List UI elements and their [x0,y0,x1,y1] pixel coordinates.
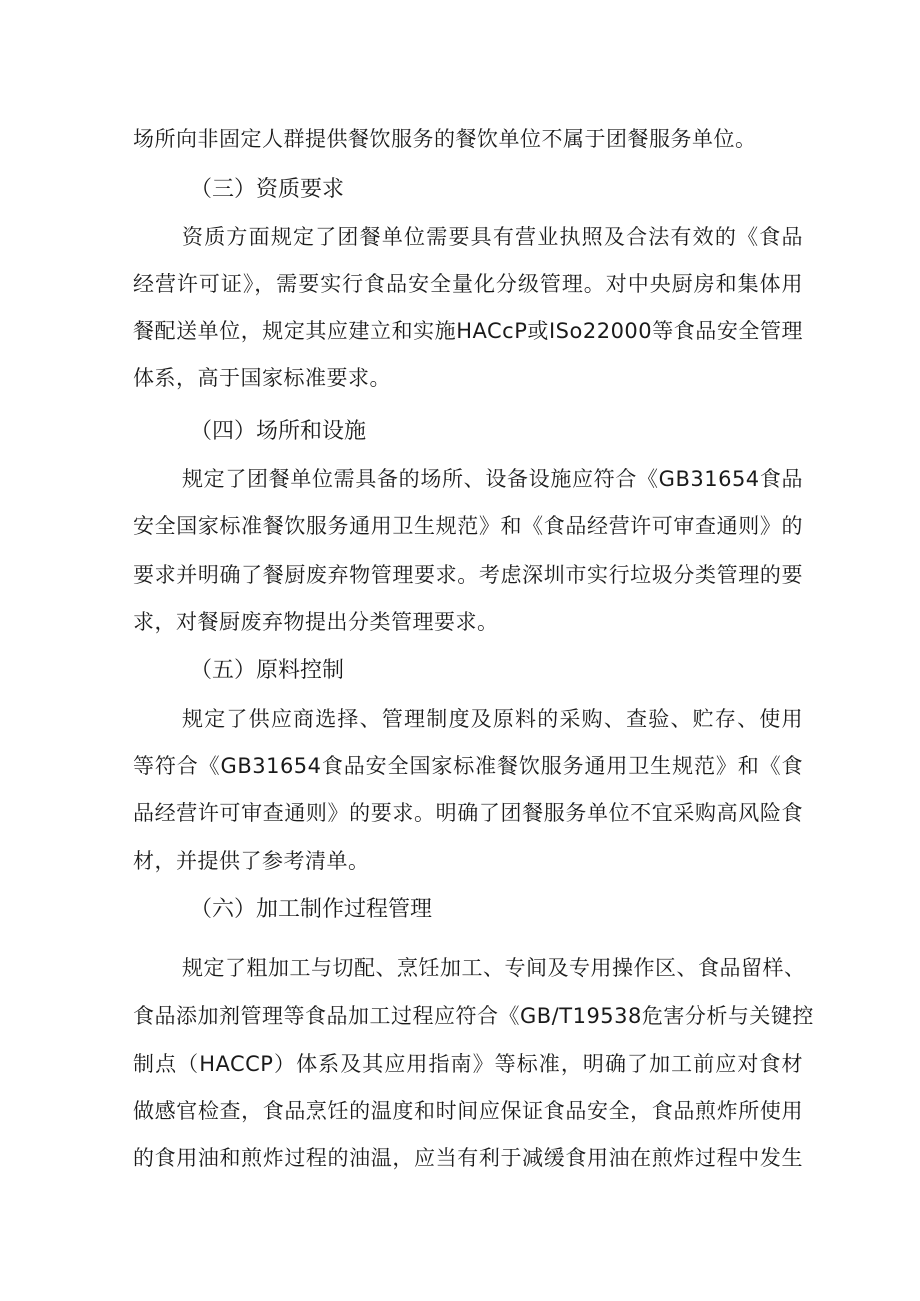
text-line: 求，对餐厨废弃物提出分类管理要求。 [133,610,499,634]
text-line: 品经营许可审查通则》的要求。明确了团餐服务单位不宜采购高风险食 [133,801,803,825]
text-line: 等符合《GB31654食品安全国家标准餐饮服务通用卫生规范》和《食 [133,754,803,778]
section-heading-premises: （四）场所和设施 [190,419,367,444]
text-line: 要求并明确了餐厨废弃物管理要求。考虑深圳市实行垃圾分类管理的要 [133,563,803,587]
text-line: 资质方面规定了团餐单位需要具有营业执照及合法有效的《食品 [182,225,803,249]
text-line: 安全国家标准餐饮服务通用卫生规范》和《食品经营许可审查通则》的 [133,514,803,538]
text-line: 食品添加剂管理等食品加工过程应符合《GB/T19538危害分析与关键控 [133,1004,814,1028]
section-heading-materials: （五）原料控制 [190,658,345,683]
text-line: 材，并提供了参考清单。 [133,849,370,873]
text-line: 制点（HACCP）体系及其应用指南》等标准，明确了加工前应对食材 [133,1052,803,1076]
section-heading-qualification: （三）资质要求 [190,177,345,202]
text-line: 规定了团餐单位需具备的场所、设备设施应符合《GB31654食品 [182,467,803,491]
text-line: 规定了粗加工与切配、烹饪加工、专间及专用操作区、食品留样、 [182,956,806,980]
text-line: 做感官检查，食品烹饪的温度和时间应保证食品安全，食品煎炸所使用 [133,1099,803,1123]
text-line: 体系，高于国家标准要求。 [133,366,391,390]
section-heading-processing: （六）加工制作过程管理 [190,897,433,922]
text-line: 餐配送单位，规定其应建立和实施HACcP或ISo22000等食品安全管理 [133,319,803,343]
text-line: 规定了供应商选择、管理制度及原料的采购、查验、贮存、使用 [182,707,803,731]
text-line: 经营许可证》，需要实行食品安全量化分级管理。对中央厨房和集体用 [133,272,803,296]
text-line: 的食用油和煎炸过程的油温，应当有利于减缓食用油在煎炸过程中发生 [133,1146,803,1170]
text-line: 场所向非固定人群提供餐饮服务的餐饮单位不属于团餐服务单位。 [133,127,757,151]
